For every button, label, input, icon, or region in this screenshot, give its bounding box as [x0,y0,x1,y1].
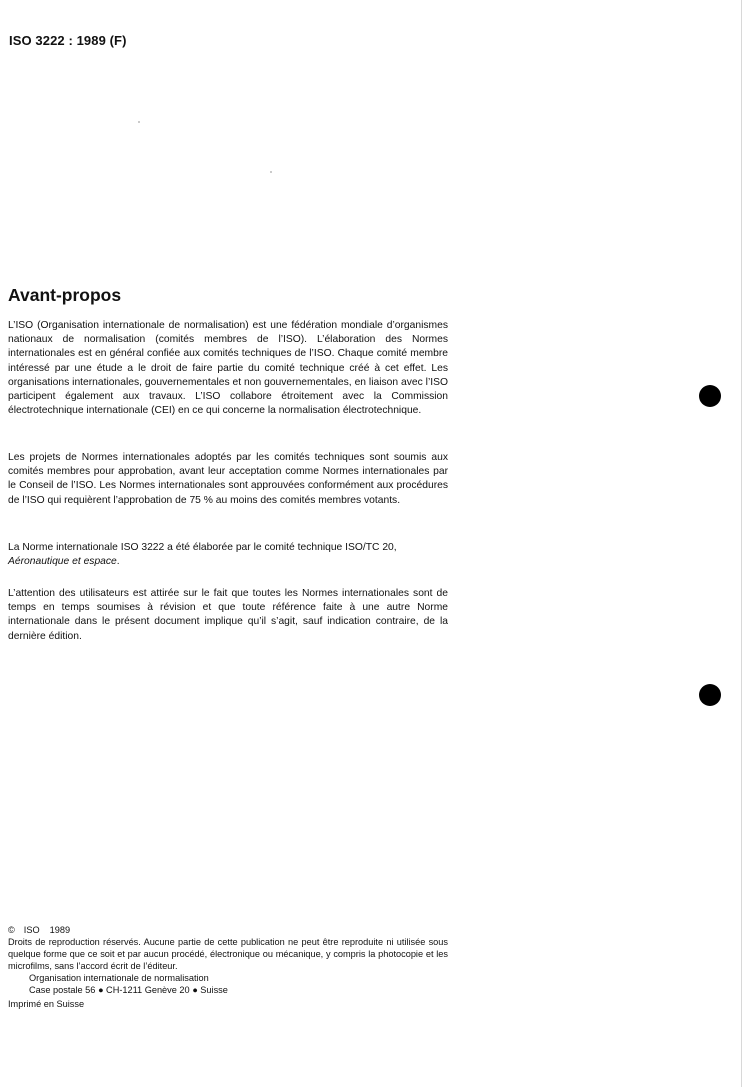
paragraph-3-end: . [116,556,120,568]
page-edge-line [741,0,742,1087]
paragraph-3-text: La Norme internationale ISO 3222 a été élaborée par le comité technique ISO/TC 20, [8,542,397,553]
foreword-paragraph-3 [8,541,448,569]
copyright-year: 1989 [49,925,71,935]
foreword-paragraph-1: L’ISO (Organisation internationale de normalisation) est une fédération mondiale d’organismes nationaux de normalisation (comités membres de l’ISO). L’élaboration des Normes internationales est en général confiée aux comités techniques de l’ISO. Chaque comité membre intéressé par une étude a le droit de faire partie du comité technique créé à cet effet. Les organisations internationales, gouvernementales et non gouvernementales, en liaison avec l’ISO participent également aux travaux. L’ISO collabore étroitement avec la Commission électrotechnique internationale (CEI) en ce qui concerne la normalisation électrotechnique. [8,320,448,417]
scan-speck [270,171,272,173]
technical-committee-name: Aéronautique et espace [8,556,117,568]
foreword-paragraph-4: L’attention des utilisateurs est attirée sur le fait que toutes les Normes internationales sont de temps en temps soumises à révision et que toute référence faite à une autre Norme internationale dans le présent document implique qu’il s’agit, sauf indication contraire, de la dernière édition. [8,588,448,642]
copyright-symbol: © [8,925,15,935]
publisher-name: Organisation internationale de normalisation [29,973,209,983]
copyright-block [8,924,448,1010]
section-title: Avant-propos [8,285,122,305]
copyright-org: ISO [23,925,40,935]
publisher-address-block [29,972,448,996]
punch-hole-top [699,385,721,407]
punch-hole-bottom [699,684,721,706]
rights-notice: Droits de reproduction réservés. Aucune partie de cette publication ne peut être reproduite ni utilisée sous quelque forme que ce soit et par aucun procédé, électronique ou mécanique, y compris la photocopie et les microfilms, sans l’accord écrit de l’éditeur. [8,937,448,971]
document-id-header: ISO 3222 : 1989 (F) [9,33,127,48]
publisher-address: Case postale 56 ● CH-1211 Genève 20 ● Suisse [29,985,228,995]
scan-speck [138,121,140,123]
copyright-line [8,924,448,936]
printed-in: Imprimé en Suisse [8,999,85,1009]
foreword-paragraph-2: Les projets de Normes internationales adoptés par les comités techniques sont soumis aux comités membres pour approbation, avant leur acceptation comme Normes internationales par le Conseil de l’ISO. Les Normes internationales sont approuvées conformément aux procédures de l’ISO qui requièrent l’approbation de 75 % au moins des comités membres votants. [8,452,448,506]
